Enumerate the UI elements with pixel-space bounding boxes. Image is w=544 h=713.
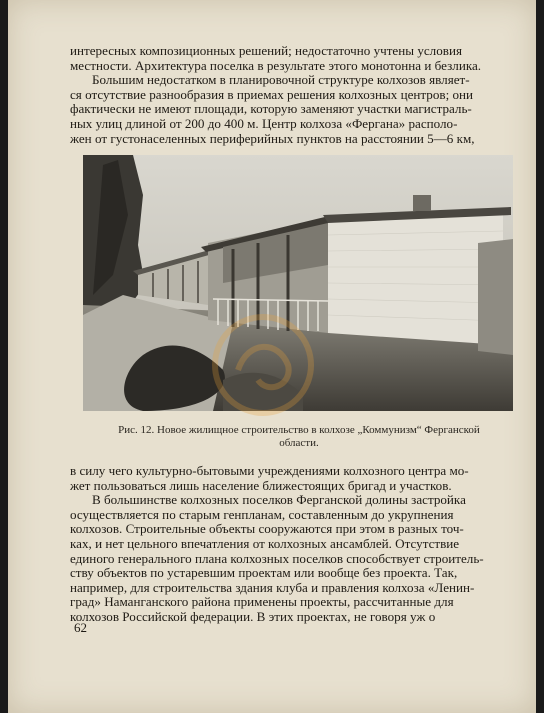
text-line: град» Наманганского района применены проекты, рассчитанные для [70, 594, 454, 610]
paragraph-top [70, 44, 522, 146]
text-line: интересных композиционных решений; недостаточно учтены условия [70, 43, 462, 58]
text-line: ках, и нет цельного впечатления от колхозных ансамблей. Отсутствие [70, 535, 460, 551]
caption-line: области. [279, 437, 319, 449]
text-line: осуществляется по старым генпланам, составленным до укрупнения [70, 506, 454, 522]
book-page [8, 0, 536, 713]
paragraph-bottom [70, 464, 522, 625]
text-line: жен от густонаселенных периферийных пунктов на расстоянии 5—6 км, [70, 130, 475, 146]
text-line: единого генерального плана колхозных поселков способствует строитель- [70, 550, 484, 566]
photo-figure [83, 155, 513, 411]
text-line: В большинстве колхозных поселков Ферганской долины застройка [92, 492, 466, 508]
text-line: колхозов Российской федерации. В этих проектах, не говоря уж о [70, 608, 436, 624]
text-line: местности. Архитектура поселка в результате этого монотонна и безлика. [70, 57, 482, 73]
text-line: в силу чего культурно-бытовыми учреждениями колхозного центра мо- [70, 463, 469, 478]
text-line: фактически не имеют площади, которую заменяют участки магистраль- [70, 101, 472, 117]
text-line: ству объектов по устаревшим проектам или вообще без проекта. Так, [70, 565, 458, 581]
text-line: колхозов. Строительные объекты сооружаются при этом в разных точ- [70, 521, 464, 537]
text-line: ных улиц длиной от 200 до 400 м. Центр колхоза «Фергана» располо- [70, 115, 458, 131]
caption-line: Рис. 12. Новое жилищное строительство в колхозе „Коммунизм“ Ферганской [118, 424, 480, 436]
housing-photo [83, 155, 513, 411]
text-line: жет пользоваться лишь население ближестоящих бригад и участков. [70, 477, 452, 493]
page-number: 62 [74, 620, 87, 635]
text-line: например, для строительства здания клуба и правления колхоза «Ленин- [70, 579, 475, 595]
figure-caption [86, 424, 512, 450]
text-line: Большим недостатком в планировочной структуре колхозов являет- [92, 72, 470, 88]
text-line: ся отсутствие разнообразия в приемах решения колхозных центров; они [70, 86, 474, 102]
